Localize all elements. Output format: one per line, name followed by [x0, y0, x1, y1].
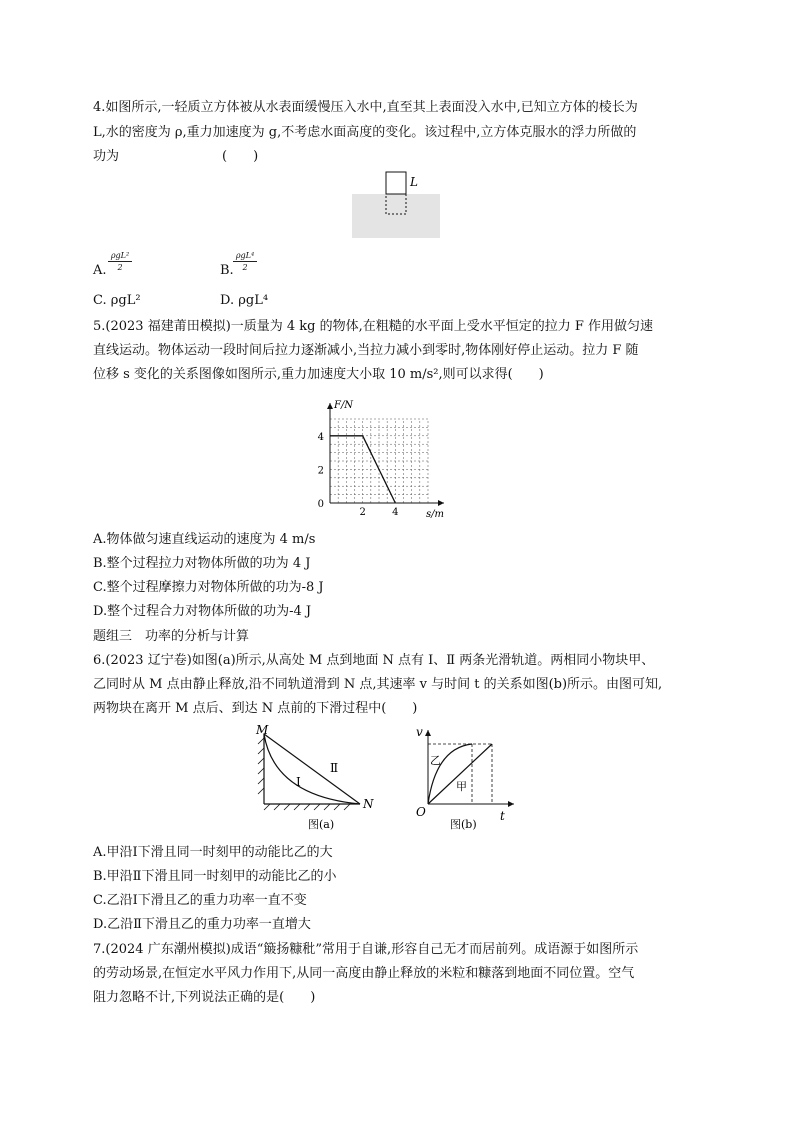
q4-option-b-denominator: 2 — [242, 263, 248, 272]
x-axis-label: s/m — [426, 509, 444, 520]
y-axis-label: F/N — [334, 400, 354, 411]
q6-figure-a-tracks — [252, 724, 382, 836]
chart-grid — [330, 419, 428, 503]
q5-stem-line1: 5.(2023 福建莆田模拟)一质量为 4 kg 的物体,在粗糙的水平面上受水平恒定的拉力 F 作用做匀速 — [93, 319, 654, 334]
x-tick-label: 2 — [359, 507, 366, 518]
q4-option-d: D. ρgL⁴ — [220, 293, 269, 308]
curve-jia — [428, 744, 492, 804]
q5-force-displacement-chart — [308, 390, 480, 520]
figure-b-caption: 图(b) — [450, 818, 477, 831]
y-tick-label: 2 — [317, 465, 324, 477]
point-M-label: M — [256, 724, 269, 737]
q5-stem-line3: 位移 s 变化的关系图像如图所示,重力加速度大小取 10 m/s²,则可以求得( ) — [93, 367, 544, 382]
section3-title: 题组三 功率的分析与计算 — [93, 629, 250, 644]
q7-stem-line3: 阻力忽略不计,下列说法正确的是( ) — [93, 990, 316, 1005]
q4-option-b-fraction — [233, 251, 257, 272]
chart-axes — [327, 400, 444, 520]
axis-v-label: v — [416, 725, 423, 739]
q5-option-a: A.物体做匀速直线运动的速度为 4 m/s — [93, 532, 316, 547]
q4-stem-line3: 功为 — [93, 149, 120, 164]
q6-option-b: B.甲沿Ⅱ下滑且同一时刻甲的动能比乙的小 — [93, 869, 337, 884]
q4-stem-line2: L,水的密度为 ρ,重力加速度为 g,不考虑水面高度的变化。该过程中,立方体克服水的浮力所做的 — [93, 125, 637, 140]
wall-hatching — [258, 738, 264, 794]
curve-yi — [428, 744, 472, 804]
q5-stem-line2: 直线运动。物体运动一段时间后拉力逐渐减小,当拉力减小到零时,物体刚好停止运动。拉力 F 随 — [93, 343, 639, 358]
q6-stem-line2: 乙同时从 M 点由静止释放,沿不同轨道滑到 N 点,其速率 v 与时间 t 的关系如图(b)所示。由图可知, — [93, 677, 663, 692]
point-N-label: N — [363, 797, 374, 811]
q4-option-a-label: A. — [93, 263, 107, 278]
cube-edge-label: L — [410, 175, 418, 189]
q6-option-c: C.乙沿Ⅰ下滑且乙的重力功率一直不变 — [93, 893, 307, 908]
x-tick-label: 4 — [392, 507, 399, 518]
q4-option-c: C. ρgL² — [93, 293, 141, 308]
q4-option-b-numerator: ρgL⁴ — [235, 251, 255, 260]
q5-option-d: D.整个过程合力对物体所做的功为-4 J — [93, 604, 312, 619]
y-axis-arrow — [327, 403, 333, 409]
q5-option-c: C.整个过程摩擦力对物体所做的功为-8 J — [93, 580, 324, 595]
ground-hatching — [264, 804, 350, 810]
q4-option-a-denominator: 2 — [117, 263, 123, 272]
x-axis-arrow — [438, 500, 444, 506]
curve-jia-label: 甲 — [456, 780, 467, 793]
origin-label: O — [416, 805, 426, 819]
y-tick-label: 0 — [317, 499, 324, 510]
water-region — [352, 194, 440, 238]
q4-option-b-label: B. — [220, 263, 234, 278]
q5-option-b: B.整个过程拉力对物体所做的功为 4 J — [93, 556, 311, 571]
q4-answer-paren: ( ) — [222, 149, 259, 164]
q6-option-a: A.甲沿Ⅰ下滑且同一时刻甲的动能比乙的大 — [93, 845, 333, 860]
track-II-label: Ⅱ — [330, 761, 339, 775]
q4-stem-line1: 4.如图所示,一轻质立方体被从水表面缓慢压入水中,直至其上表面没入水中,已知立方体的棱长为 — [93, 100, 638, 115]
q6-stem-line3: 两物块在离开 M 点后、到达 N 点前的下滑过程中( ) — [93, 701, 418, 716]
q4-option-a-numerator: ρgL² — [110, 251, 130, 260]
axis-t-label: t — [500, 809, 505, 823]
q4-cube-figure — [350, 168, 442, 240]
q6-figure-b-vt-graph — [410, 724, 520, 836]
q7-stem-line1: 7.(2024 广东潮州模拟)成语“簸扬糠秕”常用于自谦,形容自己无才而居前列。成语源于如图所示 — [93, 942, 639, 957]
cube-top-half — [386, 172, 406, 194]
y-tick-label: 4 — [317, 431, 324, 443]
figure-a-caption: 图(a) — [308, 818, 335, 831]
q4-option-a-fraction — [108, 251, 132, 272]
curve-yi-label: 乙 — [430, 754, 441, 767]
q7-stem-line2: 的劳动场景,在恒定水平风力作用下,从同一高度由静止释放的米粒和糠落到地面不同位置。空气 — [93, 966, 635, 981]
track-I-label: Ⅰ — [296, 775, 301, 789]
q6-stem-line1: 6.(2023 辽宁卷)如图(a)所示,从高处 M 点到地面 N 点有 Ⅰ、Ⅱ 两条光滑轨道。两相同小物块甲、 — [93, 653, 655, 668]
q6-option-d: D.乙沿Ⅱ下滑且乙的重力功率一直增大 — [93, 917, 311, 932]
